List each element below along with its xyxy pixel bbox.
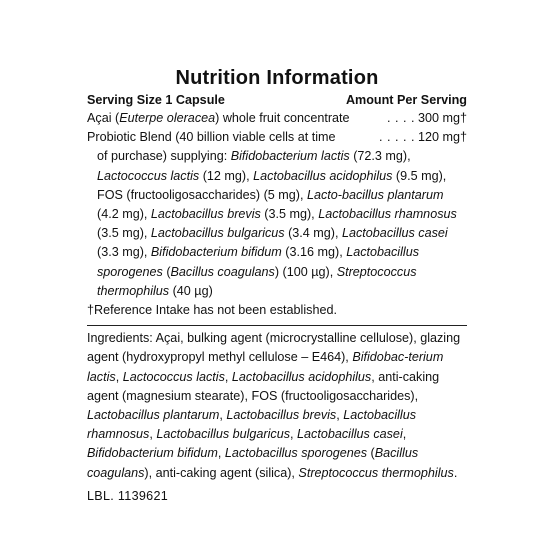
item-row-acai	[87, 109, 467, 128]
divider	[87, 325, 467, 326]
text-run: (	[367, 446, 375, 461]
species-name: Lactobacillus bulgaricus	[150, 226, 285, 241]
text-run: (4.2 mg),	[97, 207, 151, 222]
text-run: (3.3 mg),	[97, 245, 151, 260]
species-name: Lactobacillus brevis	[150, 207, 261, 222]
species-name: Lactobacillus brevis	[226, 408, 337, 423]
species-name: Lactobacillus sporogenes	[224, 446, 368, 461]
panel-title: Nutrition Information	[175, 67, 379, 89]
amount-per-serving-label: Amount Per Serving	[345, 93, 467, 107]
text-run: ), anti-caking agent (silica),	[144, 465, 299, 480]
species-name: Lactobacillus acidophilus	[253, 168, 393, 183]
species-name: Streptococcus thermophilus	[298, 465, 454, 480]
species-name: Lacto-bacillus plantarum	[306, 187, 444, 202]
species-name: Lactobacillus rhamnosus	[87, 408, 417, 442]
text-run: ) (100 µg),	[274, 264, 337, 279]
text-run: ,	[290, 427, 298, 442]
text-run: ,	[402, 427, 407, 442]
text-run: ,	[217, 446, 225, 461]
species-name: Lactobacillus sporogenes	[97, 245, 419, 279]
species-name: Bifidobacterium bifidum	[87, 446, 218, 461]
item-amount: 120 mg†	[417, 130, 467, 145]
species-name: Lactobacillus acidophilus	[231, 369, 372, 384]
label-code: LBL. 1139621	[87, 488, 169, 503]
species-name: Lactobacillus plantarum	[87, 408, 220, 423]
item-row-probiotic	[87, 128, 467, 147]
item-name: Probiotic Blend (40 billion viable cells at time	[87, 130, 336, 145]
text-run: (3.5 mg),	[97, 226, 151, 241]
text-run: of purchase) supplying:	[97, 149, 231, 164]
text-run: , anti-caking agent (magnesium stearate), FOS (fructooligosaccharides),	[87, 369, 440, 403]
text-run: (3.5 mg),	[260, 207, 319, 222]
species-name: Lactobacillus bulgaricus	[156, 427, 291, 442]
text-run: (3.16 mg),	[281, 245, 347, 260]
ingredients-text	[87, 329, 467, 483]
leader-dots: . . . .	[386, 111, 415, 125]
item-amount: 300 mg†	[417, 111, 467, 125]
species-name: Streptococcus thermophilus	[97, 264, 417, 298]
text-run: Ingredients: Açai, bulking agent (microcrystalline cellulose), glazing agent (hydroxypropyl methyl cellulose – E464),	[87, 331, 461, 365]
text-run: (	[162, 264, 171, 279]
text-run: .	[453, 465, 458, 480]
text-run: (72.3 mg),	[349, 149, 411, 164]
probiotic-detail	[87, 147, 467, 301]
text-run: ,	[115, 369, 123, 384]
species-name: Bifidobacterium bifidum	[150, 245, 282, 260]
species-name: Lactobacillus casei	[297, 427, 403, 442]
text-run: ,	[149, 427, 157, 442]
serving-header	[87, 92, 467, 109]
species-name: Bacillus coagulans	[170, 264, 275, 279]
serving-size-label: Serving Size 1 Capsule	[87, 93, 225, 107]
species-name: Bifidobacterium lactis	[230, 149, 350, 164]
species-name: Lactococcus lactis	[122, 369, 225, 384]
text-run: (3.4 mg),	[284, 226, 342, 241]
text-run: (40 µg)	[169, 283, 213, 298]
leader-dots: . . . . .	[378, 130, 415, 145]
species-name: Lactococcus lactis	[97, 168, 200, 183]
species-name: Bacillus coagulans	[87, 446, 419, 480]
species-name: Lactobacillus rhamnosus	[318, 207, 457, 222]
text-run: ,	[336, 408, 344, 423]
species-name: Bifidobac-terium lactis	[87, 350, 444, 384]
text-run: ,	[219, 408, 227, 423]
reference-note: †Reference Intake has not been established.	[87, 303, 337, 318]
text-run: (12 mg),	[199, 168, 254, 183]
text-run: ,	[224, 369, 232, 384]
text-run: (9.5 mg), FOS (fructooligosaccharides) (5 mg),	[97, 168, 447, 202]
item-name: Açai (Euterpe oleracea) whole fruit concentrate	[87, 111, 350, 125]
species-name: Lactobacillus casei	[342, 226, 448, 241]
nutrition-panel	[87, 66, 467, 506]
